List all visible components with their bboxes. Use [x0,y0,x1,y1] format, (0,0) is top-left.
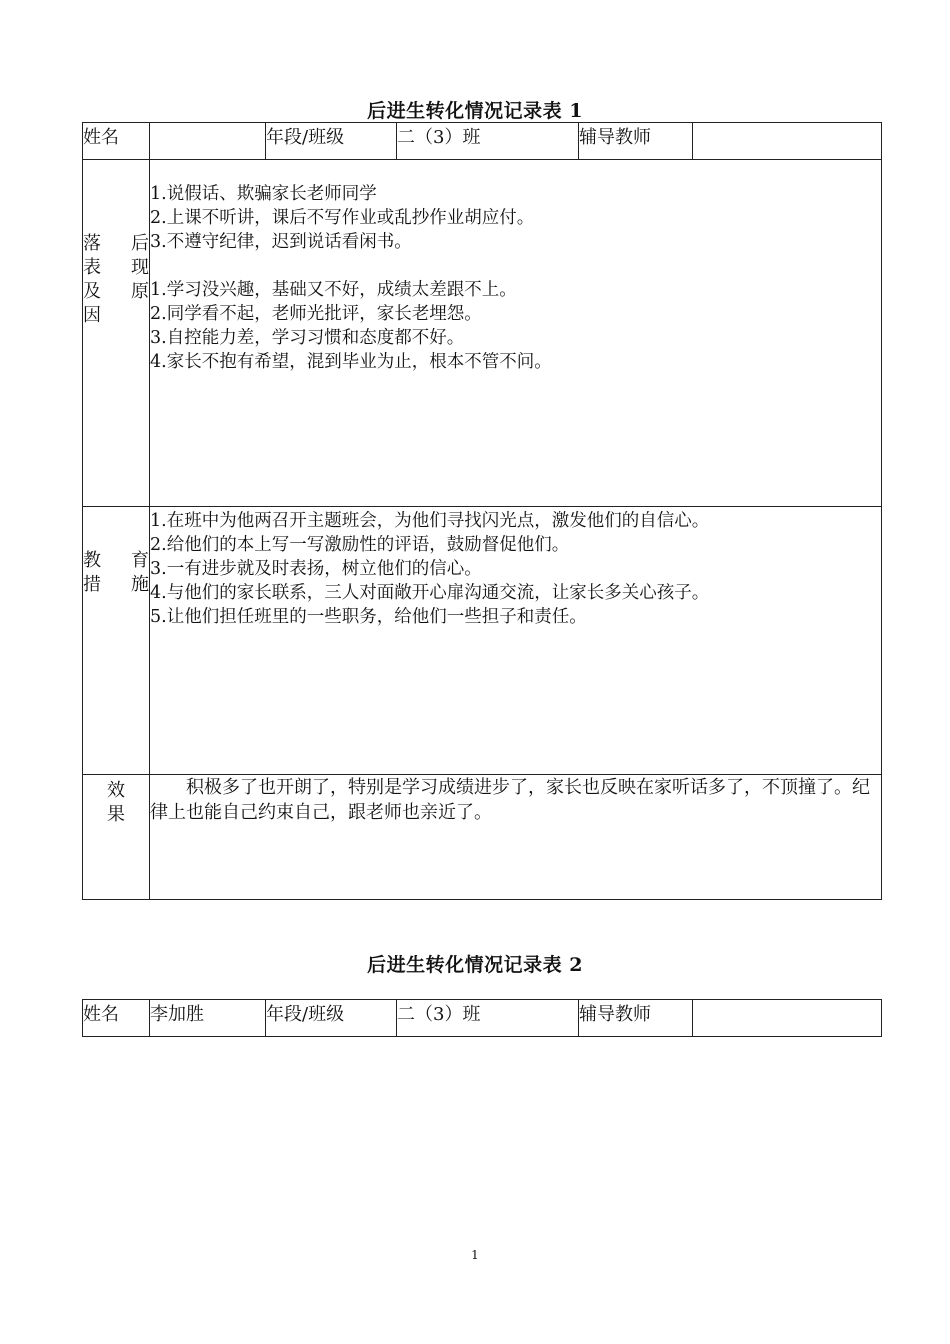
measures-label [83,507,150,775]
name-label: 姓名 [83,123,150,160]
behavior-label-line: 落后 [83,233,149,254]
behavior-item: 2.上课不听讲，课后不写作业或乱抄作业胡应付。 [150,208,535,228]
table1-title: 后进生转化情况记录表 1 [367,100,583,122]
measures-label-line: 教育 [83,550,149,571]
grade-value: 二（3）班 [397,123,579,160]
name-value [150,123,266,160]
effect-text: 积极多了也开朗了，特别是学习成绩进步了，家长也反映在家听话多了，不顶撞了。纪律上也能自己约束自己，跟老师也亲近了。 [150,775,882,900]
measure-item: 2.给他们的本上写一写激励性的评语，鼓励督促他们。 [150,535,570,555]
behavior-row [83,160,882,507]
teacher-label: 辅导教师 [579,123,693,160]
measure-item: 1.在班中为他两召开主题班会，为他们寻找闪光点，激发他们的自信心。 [150,511,710,531]
teacher-value [693,1000,882,1037]
record-table-1 [82,122,882,900]
measure-item: 5.让他们担任班里的一些职务，给他们一些担子和责任。 [150,607,587,627]
behavior-label [83,160,150,507]
reason-item: 1.学习没兴趣，基础又不好，成绩太差跟不上。 [150,280,517,300]
effect-row [83,775,882,900]
measure-item: 4.与他们的家长联系，三人对面敞开心扉沟通交流，让家长多关心孩子。 [150,583,710,603]
behavior-label-line: 表现 [83,257,149,278]
reason-item: 2.同学看不起，老师光批评，家长老埋怨。 [150,304,482,324]
record-table-2 [82,999,882,1037]
measure-item: 3.一有进步就及时表扬，树立他们的信心。 [150,559,482,579]
behavior-label-line: 因 [83,305,101,326]
teacher-value [693,123,882,160]
effect-label-line: 果 [107,804,125,825]
teacher-label: 辅导教师 [579,1000,693,1037]
grade-label: 年段/班级 [266,123,397,160]
effect-label-line: 效 [107,780,125,801]
reason-item: 4.家长不抱有希望，混到毕业为止，根本不管不问。 [150,352,552,372]
effect-label [83,775,150,900]
measures-row [83,507,882,775]
table1-header-row [83,123,882,160]
table2-title: 后进生转化情况记录表 2 [367,954,583,976]
page-number: 1 [471,1248,479,1262]
name-label: 姓名 [83,1000,150,1037]
grade-label: 年段/班级 [266,1000,397,1037]
measures-label-line: 措施 [83,574,149,595]
behavior-item: 1.说假话、欺骗家长老师同学 [150,184,377,204]
behavior-label-line: 及原 [83,281,149,302]
behavior-item: 3.不遵守纪律，迟到说话看闲书。 [150,232,412,252]
name-value: 李加胜 [150,1000,266,1037]
table2-header-row [83,1000,882,1037]
measures-content [150,507,882,775]
spacer [150,254,881,278]
reason-item: 3.自控能力差，学习习惯和态度都不好。 [150,328,465,348]
grade-value: 二（3）班 [397,1000,579,1037]
behavior-content [150,160,882,507]
